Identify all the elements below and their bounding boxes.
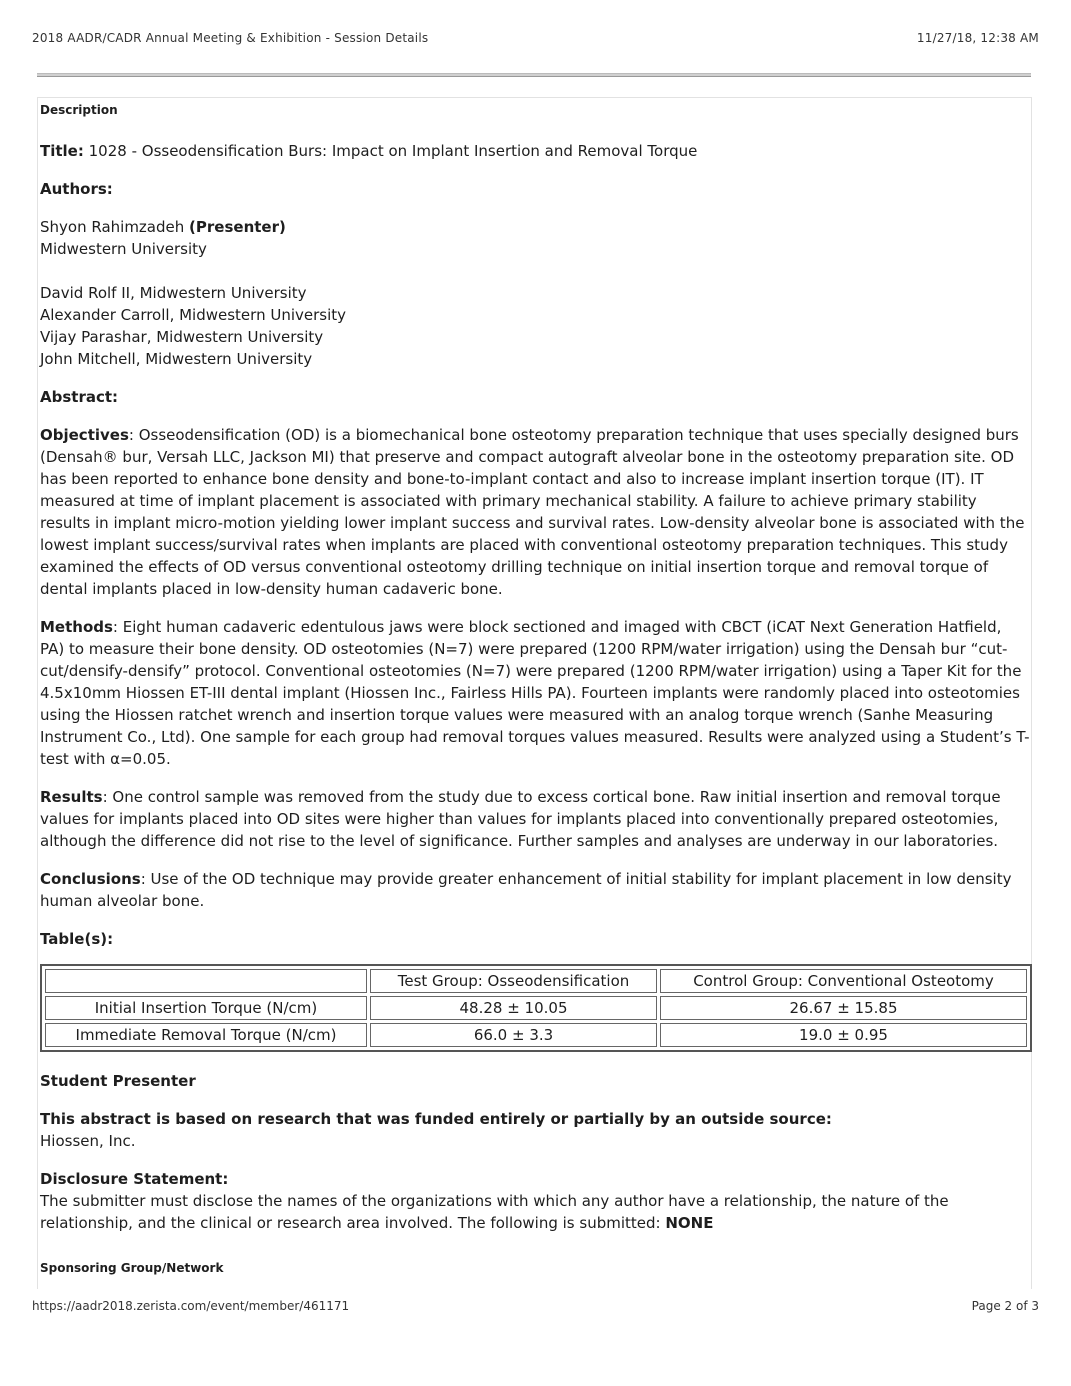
conclusions-text: : Use of the OD technique may provide greater enhancement of initial stability for implant placement in low density human alveolar bone. bbox=[40, 870, 1012, 910]
tables-label: Table(s): bbox=[40, 930, 114, 948]
table-cell: 66.0 ± 3.3 bbox=[370, 1023, 657, 1047]
session-title bbox=[40, 140, 1030, 162]
page-url: https://aadr2018.zerista.com/event/member/461171 bbox=[32, 1299, 350, 1313]
results-table bbox=[40, 964, 1032, 1052]
conclusions-paragraph bbox=[40, 868, 1030, 912]
table-cell: 26.67 ± 15.85 bbox=[660, 996, 1027, 1020]
table-cell: 48.28 ± 10.05 bbox=[370, 996, 657, 1020]
objectives-text: : Osseodensification (OD) is a biomechanical bone osteotomy preparation technique that uses specially designed burs (Densah® bur, Versah LLC, Jackson MI) that preserve and compact autograft alveolar bone in the osteotomy preparation site. OD has been reported to enhance bone density and bone-to-implant contact and also to increase implant insertion torque (IT). IT measured at time of implant placement is associated with primary mechanical stability. A failure to achieve primary stability results in implant micro-motion yielding lower implant success and survival rates. Low-density alveolar bone is associated with the lowest implant success/survival rates when implants are placed with conventional osteotomy preparation techniques. This study examined the effects of OD versus conventional osteotomy drilling technique on initial insertion torque and removal torque of dental implants placed in low-density human cadaveric bone. bbox=[40, 426, 1025, 598]
author-list bbox=[40, 282, 1030, 370]
description-heading: Description bbox=[40, 103, 118, 117]
author-item: Vijay Parashar, Midwestern University bbox=[40, 328, 324, 346]
results-text: : One control sample was removed from the study due to excess cortical bone. Raw initial insertion and removal torque values for implants placed into OD sites were higher than values for implants placed into conventionally prepared osteotomies, although the difference did not rise to the level of significance. Further samples and analyses are underway in our laboratories. bbox=[40, 788, 1001, 850]
authors-label: Authors: bbox=[40, 180, 113, 198]
objectives-paragraph bbox=[40, 424, 1030, 600]
table-header-cell: Control Group: Conventional Osteotomy bbox=[660, 969, 1027, 993]
browser-page-title: 2018 AADR/CADR Annual Meeting & Exhibition - Session Details bbox=[32, 31, 429, 45]
disclosure-value: NONE bbox=[665, 1214, 714, 1232]
methods-text: : Eight human cadaveric edentulous jaws were block sectioned and imaged with CBCT (iCAT Next Generation Hatfield, PA) to measure their bone density. OD osteotomies (N=7) were prepared (1200 RPM/water irrigation) using the Densah bur “cut-cut/densify-densify” protocol. Conventional osteotomies (N=7) were prepared (1200 RPM/water irrigation) using a Taper Kit for the 4.5x10mm Hiossen ET-III dental implant (Hiossen Inc., Fairless Hills PA). Fourteen implants were randomly placed into osteotomies using the Hiossen ratchet wrench and insertion torque values were measured with an analog torque wrench (Sanhe Measuring Instrument Co., Ltd). One sample for each group had removal torques values measured. Results were analyzed using a Student’s T-test with α=0.05. bbox=[40, 618, 1030, 768]
disclosure-text: The submitter must disclose the names of the organizations with which any author have a relationship, the nature of the relationship, and the clinical or research area involved. The following is submitted: NONE bbox=[40, 1192, 949, 1232]
abstract-label: Abstract: bbox=[40, 388, 119, 406]
table-cell: 19.0 ± 0.95 bbox=[660, 1023, 1027, 1047]
table-header-cell: Test Group: Osseodensification bbox=[370, 969, 657, 993]
author-item: John Mitchell, Midwestern University bbox=[40, 350, 313, 368]
disclosure-label: Disclosure Statement: bbox=[40, 1170, 229, 1188]
table-row bbox=[45, 1023, 1027, 1047]
methods-label: Methods bbox=[40, 618, 113, 636]
presenter-line bbox=[40, 216, 1030, 238]
print-timestamp: 11/27/18, 12:38 AM bbox=[916, 31, 1039, 45]
title-label: Title: bbox=[40, 142, 84, 160]
page-number: Page 2 of 3 bbox=[971, 1299, 1039, 1313]
results-table-wrap bbox=[40, 964, 1030, 1052]
table-cell: Immediate Removal Torque (N/cm) bbox=[45, 1023, 367, 1047]
table-header-row bbox=[45, 969, 1027, 993]
table-header-cell bbox=[45, 969, 367, 993]
objectives-label: Objectives bbox=[40, 426, 129, 444]
sponsoring-heading: Sponsoring Group/Network bbox=[40, 1261, 224, 1275]
student-presenter: Student Presenter bbox=[40, 1072, 196, 1090]
top-divider bbox=[37, 73, 1031, 77]
results-paragraph bbox=[40, 786, 1030, 852]
presenter-name: Shyon Rahimzadeh bbox=[40, 218, 185, 236]
presenter-tag: (Presenter) bbox=[189, 218, 286, 236]
funding-label: This abstract is based on research that was funded entirely or partially by an outside source: bbox=[40, 1110, 832, 1128]
methods-paragraph bbox=[40, 616, 1030, 770]
table-cell: Initial Insertion Torque (N/cm) bbox=[45, 996, 367, 1020]
author-item: David Rolf II, Midwestern University bbox=[40, 284, 307, 302]
title-value: 1028 - Osseodensification Burs: Impact on Implant Insertion and Removal Torque bbox=[88, 142, 698, 160]
table-row bbox=[45, 996, 1027, 1020]
presenter-affiliation: Midwestern University bbox=[40, 240, 207, 258]
funding-value: Hiossen, Inc. bbox=[40, 1132, 136, 1150]
author-item: Alexander Carroll, Midwestern University bbox=[40, 306, 347, 324]
conclusions-label: Conclusions bbox=[40, 870, 141, 888]
results-label: Results bbox=[40, 788, 103, 806]
